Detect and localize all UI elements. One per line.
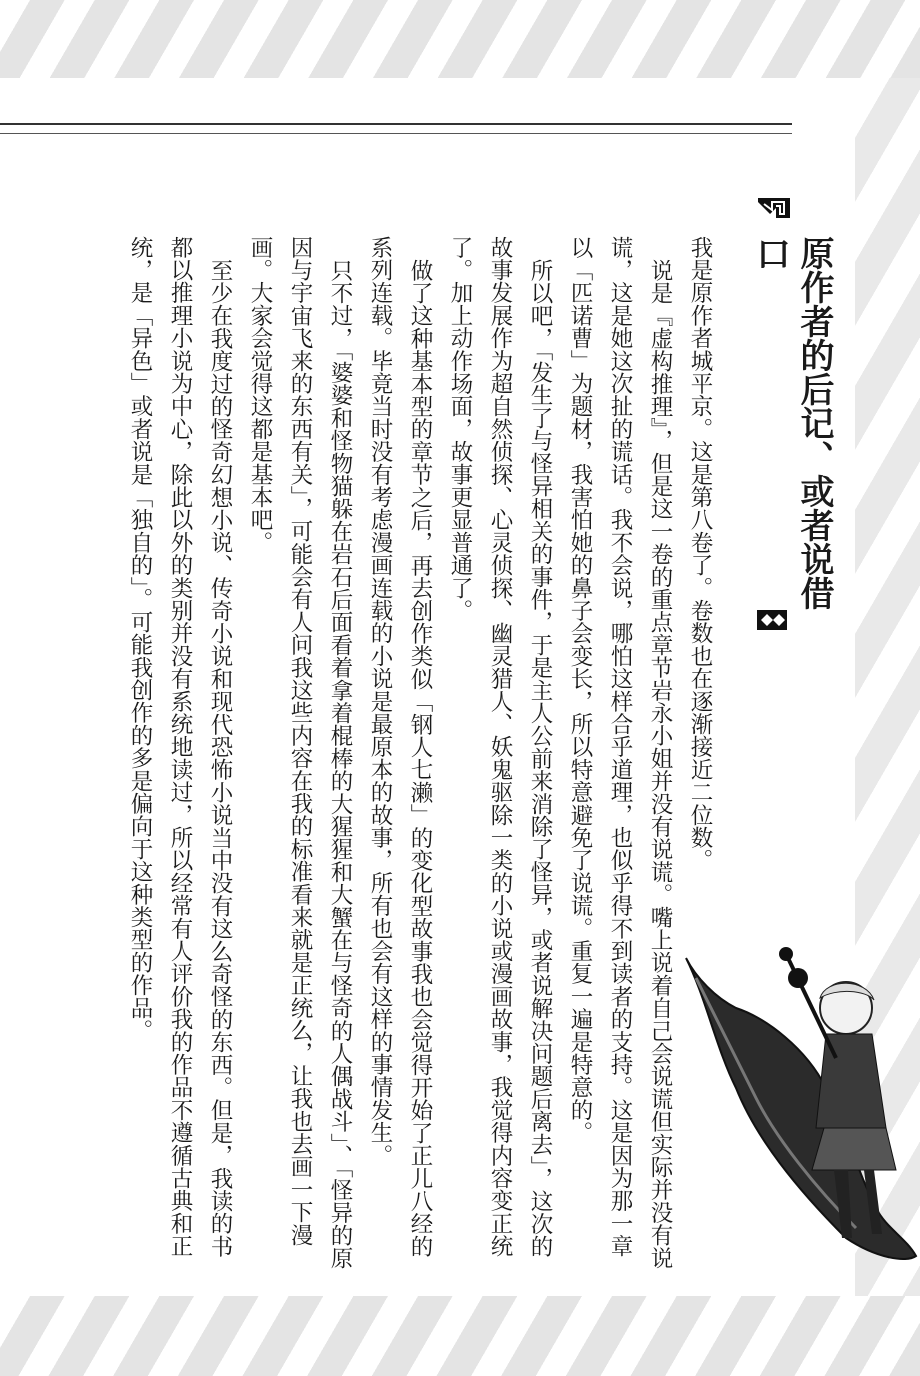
paragraph: 做了这种基本型的章节之后，再去创作类似「钢人七濑」的变化型故事我也会觉得开始了正儿八经的系列连载。毕竟当时没有考虑漫画连载的小说是最原本的故事，所有也会有这样的事情发生。 bbox=[367, 236, 433, 1258]
section-ornament-top-icon bbox=[756, 194, 792, 222]
decorative-stripes-bottom bbox=[0, 1296, 920, 1376]
section-ornament-bottom-icon bbox=[755, 608, 789, 632]
decorative-stripes-top bbox=[0, 0, 920, 78]
header-rule-thin bbox=[0, 133, 792, 134]
afterword-body bbox=[110, 236, 720, 1276]
paragraph: 至少在我度过的怪奇幻想小说、传奇小说和现代恐怖小说当中没有这么奇怪的东西。但是，我读的书都以推理小说为中心，除此以外的类别并没有系统地读过，所以经常有人评价我的作品不遵循古典和正统，是「异色」或者说是「独自的」。可能我创作的多是偏向于这种类型的作品。 bbox=[127, 236, 233, 1258]
header-rule bbox=[0, 123, 792, 125]
page-title: 原作者的后记、或者说借口 bbox=[750, 236, 834, 610]
paragraph: 我是原作者城平京。这是第八卷了。卷数也在逐渐接近二位数。 bbox=[687, 236, 713, 872]
paragraph: 所以吧，「发生了与怪异相关的事件，于是主人公前来消除了怪异，或者说解决问题后离去」，这次的故事发展作为超自然侦探、心灵侦探、幽灵猎人、妖鬼驱除一类的小说或漫画故事，我觉得内容变正统了。加上动作场面，故事更显普通了。 bbox=[447, 236, 553, 1258]
character-illustration bbox=[676, 938, 920, 1268]
paragraph: 只不过，「婆婆和怪物猫躲在岩石后面看着拿着棍棒的大猩猩和大蟹在与怪奇的人偶战斗」、「怪异的原因与宇宙飞来的东西有关」，可能会有人问我这些内容在我的标准看来就是正统么，让我也去画一下漫画。大家会觉得这都是基本吧。 bbox=[247, 236, 353, 1269]
paragraph: 说是『虚构推理』，但是这一卷的重点章节岩永小姐并没有说谎。嘴上说着自己会说谎但实际并没有说谎，这是她这次扯的谎话。我不会说，哪怕这样合乎道理，也似乎得不到读者的支持。这是因为那一章以「匹诺曹」为题材，我害怕她的鼻子会变长，所以特意避免了说谎。重复一遍是特意的。 bbox=[567, 236, 673, 1269]
